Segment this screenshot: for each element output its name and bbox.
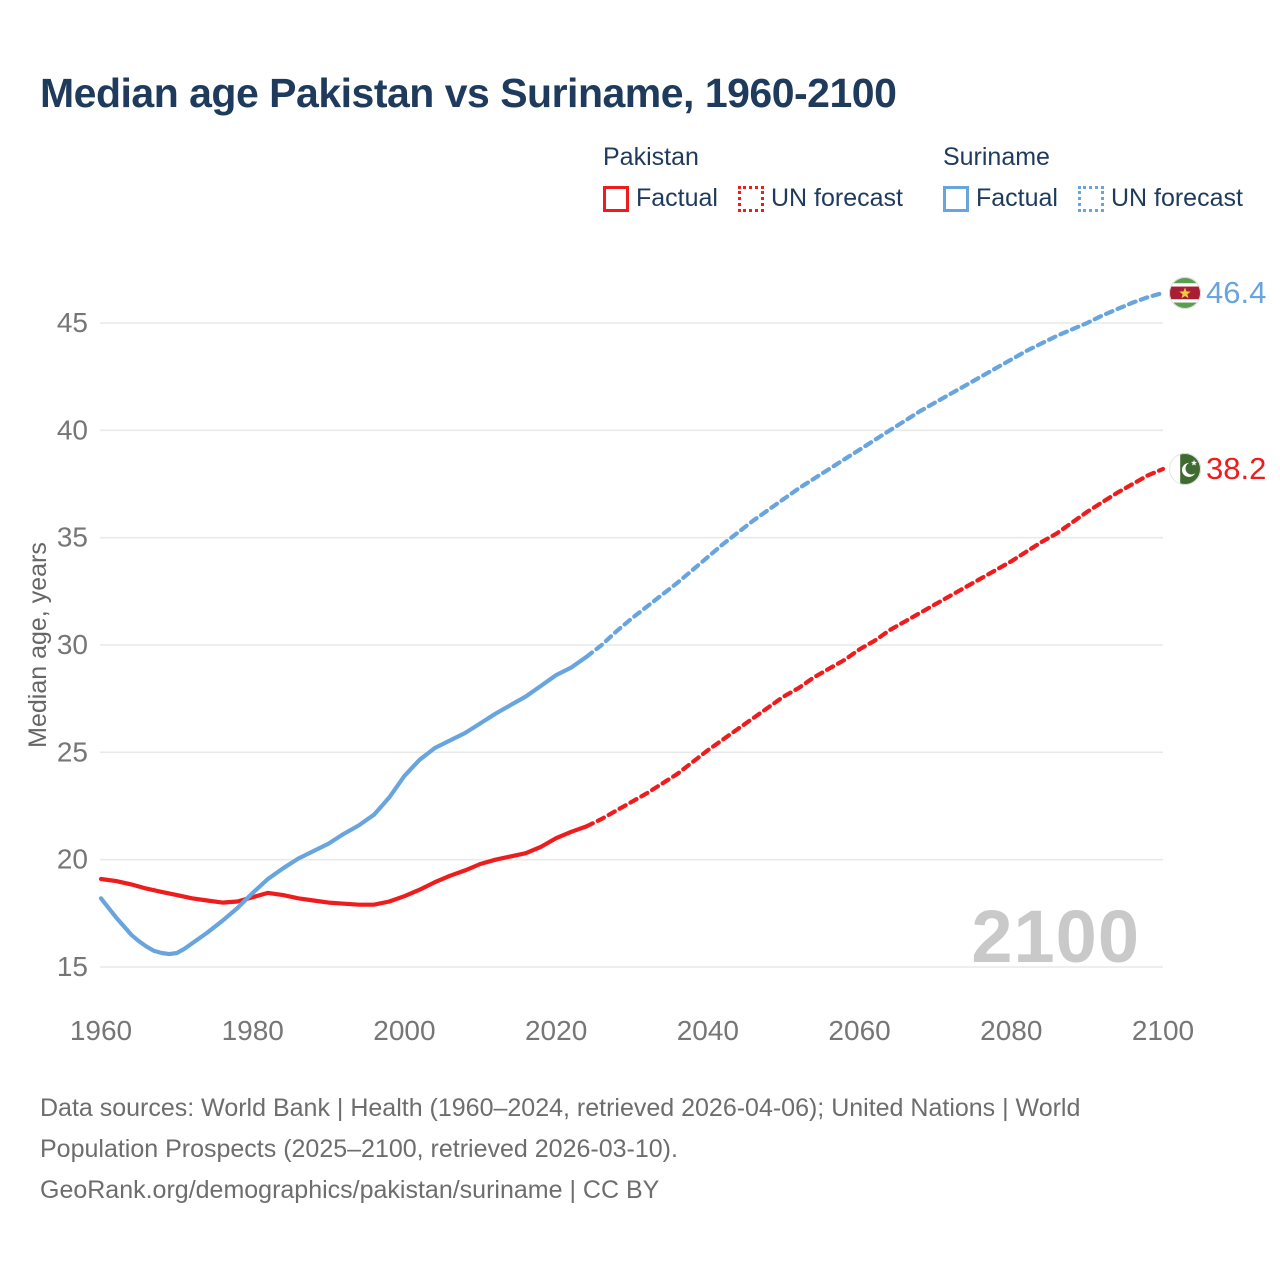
legend-item-label: UN forecast bbox=[1110, 184, 1243, 212]
x-tick-2080: 2080 bbox=[980, 1015, 1043, 1046]
legend-group-name: Pakistan bbox=[603, 143, 699, 171]
footer-line: Data sources: World Bank | Health (1960–2024, retrieved 2026-04-06); United Nations | World bbox=[40, 1094, 1081, 1122]
end-value-suriname: 46.4 bbox=[1206, 274, 1267, 310]
legend-item-suriname-factual bbox=[943, 184, 1058, 213]
data-sources-footer bbox=[40, 1088, 1240, 1211]
series-pakistan-un-forecast bbox=[587, 469, 1164, 826]
x-tick-2060: 2060 bbox=[828, 1015, 891, 1046]
y-tick-30: 30 bbox=[56, 629, 88, 660]
series-suriname-un-forecast bbox=[587, 293, 1164, 657]
legend-item-label: Factual bbox=[975, 184, 1058, 212]
y-axis-title: Median age, years bbox=[24, 542, 52, 748]
dotted-line-swatch-icon bbox=[738, 186, 764, 212]
x-tick-1960: 1960 bbox=[69, 1015, 133, 1046]
y-tick-20: 20 bbox=[56, 843, 88, 875]
legend-item-label: UN forecast bbox=[770, 184, 903, 212]
legend-group-suriname bbox=[943, 143, 1243, 213]
y-tick-40: 40 bbox=[56, 414, 88, 446]
series-suriname-factual bbox=[101, 657, 587, 954]
page-title: Median age Pakistan vs Suriname, 1960-2100 bbox=[40, 70, 897, 116]
y-tick-25: 25 bbox=[56, 736, 88, 768]
x-tick-1980: 1980 bbox=[221, 1015, 284, 1046]
x-tick-2020: 2020 bbox=[524, 1015, 588, 1046]
solid-line-swatch-icon bbox=[943, 186, 969, 212]
footer-line: Population Prospects (2025–2100, retrieved 2026-03-10). bbox=[40, 1135, 678, 1163]
end-value-pakistan: 38.2 bbox=[1206, 450, 1267, 486]
legend-item-pakistan-factual bbox=[603, 184, 718, 213]
y-tick-35: 35 bbox=[56, 521, 88, 553]
y-tick-45: 45 bbox=[56, 307, 88, 338]
watermark-year: 2100 bbox=[971, 895, 1140, 978]
series-pakistan-factual bbox=[101, 826, 587, 904]
x-tick-2000: 2000 bbox=[373, 1015, 436, 1046]
chart-legend bbox=[603, 143, 1243, 213]
legend-item-pakistan-forecast bbox=[738, 184, 903, 213]
footer-line: GeoRank.org/demographics/pakistan/suriname | CC BY bbox=[40, 1176, 660, 1204]
y-tick-15: 15 bbox=[56, 951, 88, 982]
dotted-line-swatch-icon bbox=[1078, 186, 1104, 212]
legend-item-label: Factual bbox=[636, 184, 718, 212]
legend-item-suriname-forecast bbox=[1078, 184, 1243, 213]
solid-line-swatch-icon bbox=[603, 186, 629, 212]
suriname-flag-icon bbox=[1169, 277, 1201, 309]
x-tick-2100: 2100 bbox=[1131, 1015, 1195, 1046]
legend-group-pakistan bbox=[603, 143, 903, 213]
x-tick-2040: 2040 bbox=[676, 1015, 740, 1046]
legend-group-name: Suriname bbox=[942, 143, 1050, 171]
